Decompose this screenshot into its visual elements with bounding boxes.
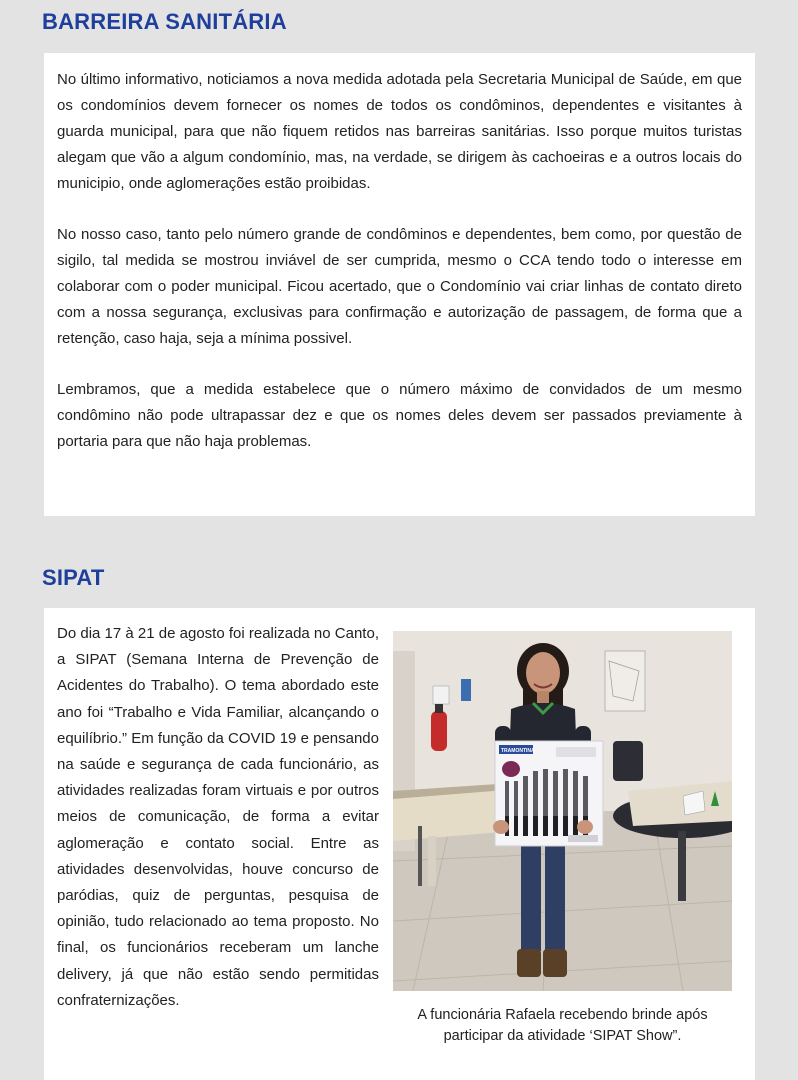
barreira-paragraph-1: No último informativo, noticiamos a nova medida adotada pela Secretaria Municipal de Saúde, em que os condomínios devem fornecer os nomes de todos os condôminos, dependentes e visitantes à guarda municipal, para que não fiquem retidos nas barreiras sanitárias. Isso porque muitos turistas alegam que vão a algum condomínio, mas, na verdade, se dirigem às cachoeiras e a outros locais do municipio, onde aglomerações estão proibidas. — [57, 71, 742, 192]
barreira-paragraph-3: Lembramos, que a medida estabelece que o número máximo de convidados de um mesmo condômino não pode ultrapassar dez e que os nomes deles devem ser passados previamente à portaria para que não haja problemas. — [57, 381, 742, 450]
sipat-heading: SIPAT — [42, 565, 105, 590]
barreira-sanitaria-heading: BARREIRA SANITÁRIA — [42, 9, 287, 34]
photo-caption: A funcionária Rafaela recebendo brinde após participar da atividade ‘SIPAT Show”. — [417, 1007, 708, 1044]
barreira-sanitaria-card — [44, 53, 755, 516]
barreira-paragraph-2: No nosso caso, tanto pelo número grande de condôminos e dependentes, bem como, por questão de sigilo, tal medida se mostrou inviável de ser cumprida, mesmo o CCA tendo todo o interesse em colaborar com o poder municipal. Ficou acertado, que o Condomínio vai criar linhas de contato direto com a nossa segurança, exclusivas para confirmação e autorização de passagem, de forma que a retenção, caso haja, seja a mínima possivel. — [57, 226, 742, 347]
employee-photo — [393, 631, 732, 991]
sipat-paragraph: Do dia 17 à 21 de agosto foi realizada no Canto, a SIPAT (Semana Interna de Prevenção de Acidentes do Trabalho). O tema abordado este ano foi “Trabalho e Vida Familiar, alcançando o equilíbrio.” Em função da COVID 19 e pensando na saúde e segurança de cada funcionário, as atividades realizadas foram virtuais e por outros meios de comunicação, de forma a evitar aglomeração e contato social. Entre as atividades desenvolvidas, houve concurso de paródias, quiz de perguntas, pesquisa de opinião, tudo relacionado ao tema proposto. No final, os funcionários receberam um lanche delivery, já que não estão sendo permitidas confraternizações. — [57, 625, 379, 1009]
svg-text:TRAMONTINA: TRAMONTINA — [501, 748, 535, 754]
sipat-card — [44, 608, 755, 1080]
